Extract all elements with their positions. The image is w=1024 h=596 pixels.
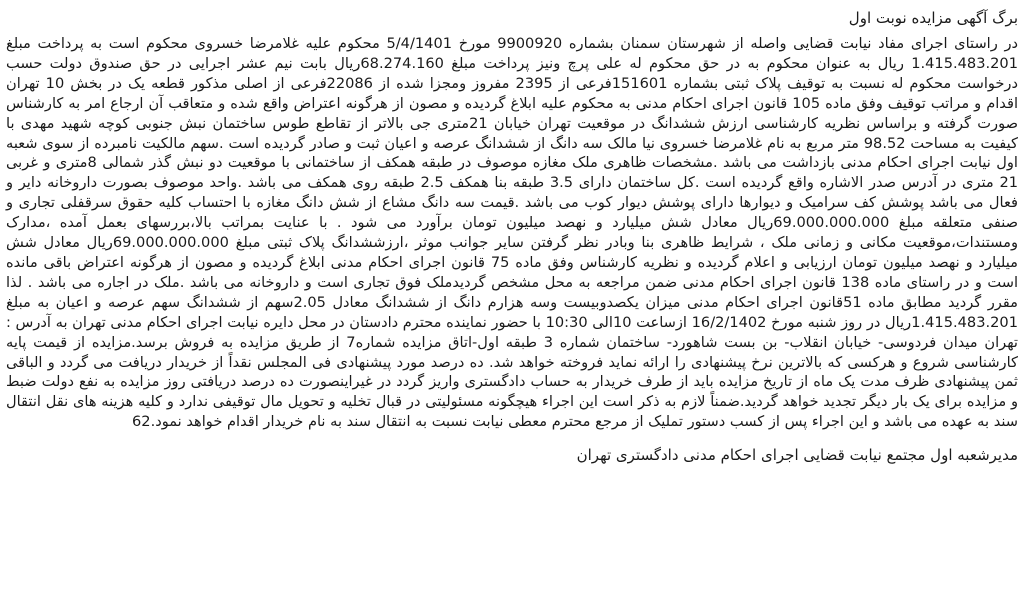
notice-body: در راستای اجرای مفاد نیابت قضایی واصله از شهرستان سمنان بشماره 9900920 مورخ 5/4/1401 محکوم علیه غلامرضا خسروی محکوم است به پرداخت مبلغ 1.415.483.201 ریال به عنوان محکوم به در حق محکوم له علی پرچ ونیز پرداخت مبلغ 68.274.160ریال بابت نیم عشر اجرایی در حق صندوق دولت حسب درخواست محکوم له نسبت به توقیف پلاک ثبتی بشماره 151601فرعی از 2395 مفروز ومجزا شده از 22086فرعی از اصلی مذکور قطعه یک در بخش 10 تهران اقدام و مراتب توقیف وفق ماده 105 قانون اجرای احکام مدنی به محکوم علیه ابلاغ گردیده و مصون از هرگونه اعتراض واقع شده و متعاقب آن ارجاع امر به کارشناس صورت گرفته و براساس نظریه کارشناسی ارزش ششدانگ در موقعیت تهران خیابان 21متری جی بالاتر از تقاطع طوس ساختمان نبش جنوبی کوچه شهید مهدی با کیفیت به مساحت 98.52 متر مربع به نام غلامرضا خسروی نیا مالک سه دانگ از ششدانگ عرصه و اعیان ثبت و صادر گردیده است .سهم مالکیت نامبرده از سوی شعبه اول نیابت اجرای احکام مدنی بازداشت می باشد .مشخصات ظاهری ملک مغازه موصوف در طبقه همکف از ساختمانی با موقعیت دو نبش گذر شمالی 8متری و غربی 21 متری در آدرس صدر الاشاره واقع گردیده است .کل ساختمان دارای 3.5 طبقه بنا همکف 2.5 طبقه روی همکف می باشد .واحد موصوف بصورت داروخانه دایر و فعال می باشد پوشش کف سرامیک و دیوارها دارای پوشش دیوار کوب می باشد .قیمت سه دانگ مشاع از شش دانگ مغازه با احتساب کلیه حقوق سرقفلی تجاری و صنفی متعلقه مبلغ 69.000.000.000ریال معادل شش میلیارد و نهصد میلیون تومان برآورد می شود . با عنایت بمراتب بالا،بررسهای بعمل آمده ،مدارک ومستندات،موقعیت مکانی و زمانی ملک ، شرایط ظاهری بنا وبادر نظر گرفتن سایر جوانب موثر ،ارزششدانگ پلاک ثبتی مبلغ 69.000.000.000ریال معادل شش میلیارد و نهصد میلیون تومان ارزیابی و اعلام گردیده و نظریه کارشناس وفق ماده 75 قانون اجرای احکام مدنی ابلاغ گردیده و مصون از هرگونه اعتراض باقی مانده است و در راستای ماده 138 قانون اجرای احکام مدنی ضمن مراجعه به محل مشخص گردیدملک فوق تجاری است و داروخانه می باشد .ملک در اجاره می باشد . لذا مقرر گردید مطابق ماده 51قانون اجرای احکام مدنی میزان یکصدوبیست وسه هزارم دانگ از ششدانگ معادل 2.05سهم از ششدانگ سهم عرصه و اعیان به مبلغ 1.415.483.201ریال در روز شنبه مورخ 16/2/1402 ازساعت 10الی 10:30 با حضور نماینده محترم دادستان در محل دایره نیابت اجرای احکام مدنی تهران به آدرس : تهران میدان فردوسی- خیابان انقلاب- بن بست شاهورد- ساختمان شماره 3 طبقه اول-اتاق مزایده شماره7 از طریق مزایده به فروش برسد.مزایده از قیمت پایه کارشناسی شروع و هرکسی که بالاترین نرخ پیشنهادی را ارائه نماید فروخته خواهد شد. ده درصد مورد پیشنهادی فی المجلس نقداً از خریدار دریافت می گردد و الباقی ثمن پیشنهادی ظرف مدت یک ماه از تاریخ مزایده باید از طرف خریدار به حساب دادگستری واریز گردد در غیراینصورت ده درصد دریافتی روز مزایده به نفع دولت ضبط و مزایده برای یک بار دیگر تجدید خواهد گردید.ضمناً لازم به ذکر است این اجراء هیچگونه مسئولیتی در قبال تخلیه و تحویل مال توقیفی ندارد و کلیه هزینه های نقل انتقال سند به عهده می باشد و این اجراء پس از کسب دستور تملیک از مرجع محترم معطی نیابت نسبت به انتقال سند به نام خریدار اقدام خواهد نمود.62 bbox=[6, 35, 1019, 431]
notice-signature: مدیرشعبه اول مجتمع نیابت قضایی اجرای احکام مدنی دادگستری تهران bbox=[576, 446, 1018, 465]
notice-title: برگ آگهی مزایده نوبت اول bbox=[848, 9, 1018, 27]
